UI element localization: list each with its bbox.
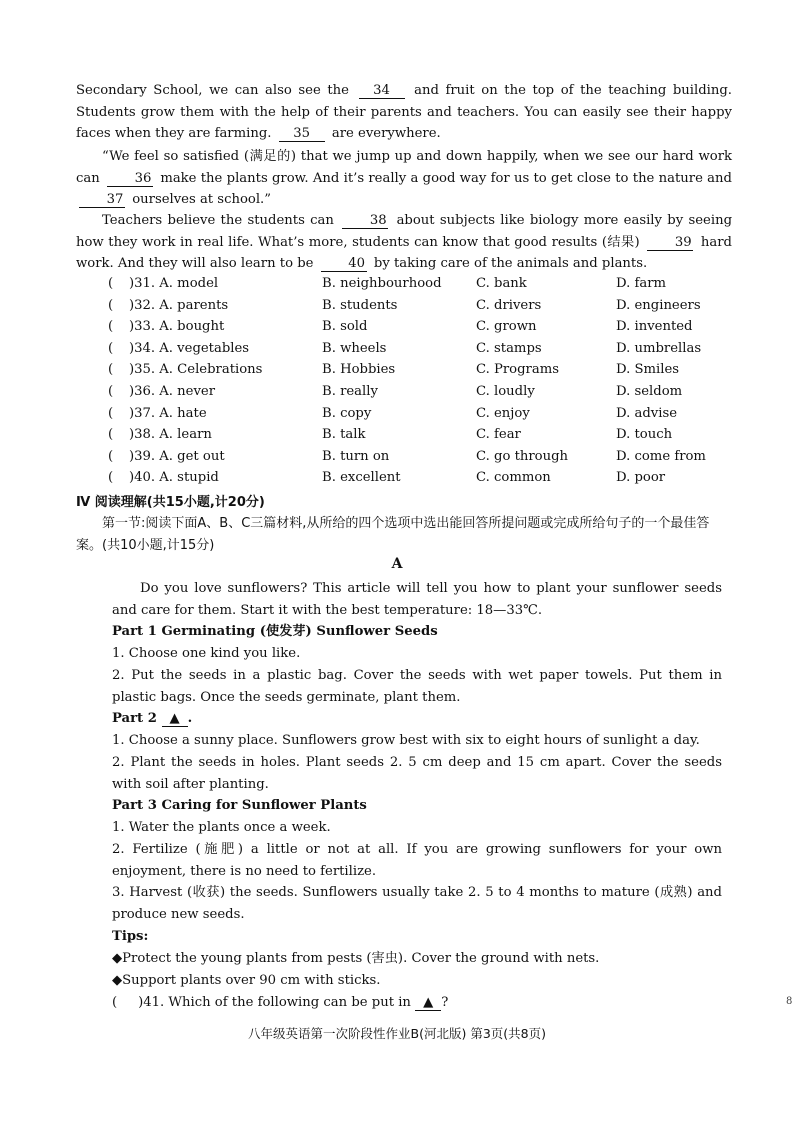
option-c: C. grown bbox=[476, 319, 537, 335]
option-d: D. advise bbox=[616, 405, 678, 421]
question-41: ( )41. Which of the following can be put in ▲ ? bbox=[112, 995, 449, 1010]
option-row-36 bbox=[108, 384, 748, 406]
option-d: D. touch bbox=[616, 427, 673, 443]
part3-heading: Part 3 Caring for Sunflower Plants bbox=[112, 798, 367, 813]
part1-heading: Part 1 Germinating (使发芽) Sunflower Seeds bbox=[112, 624, 438, 639]
text: by taking care of the animals and plants. bbox=[373, 256, 648, 271]
question-number: ( )39. A. get out bbox=[108, 448, 225, 464]
page-footer: 八年级英语第一次阶段性作业B(河北版) 第3页(共8页) bbox=[248, 1026, 546, 1041]
part2-step1: 1. Choose a sunny place. Sunflowers grow best with six to eight hours of sunlight a day. bbox=[112, 733, 700, 748]
option-d: D. come from bbox=[616, 448, 706, 464]
question-number: ( )36. A. never bbox=[108, 383, 216, 399]
option-row-39 bbox=[108, 449, 748, 471]
option-row-40 bbox=[108, 470, 748, 492]
question-number: ( )35. A. Celebrations bbox=[108, 362, 263, 378]
text: ourselves at school.” bbox=[132, 192, 271, 207]
option-b: B. Hobbies bbox=[322, 362, 396, 378]
part3-step2: 2. Fertilize (施肥) a little or not at all. If you are growing sunflowers for your own enjoyment, there is no need to fertilize. bbox=[112, 842, 722, 879]
option-row-37 bbox=[108, 406, 748, 428]
section-instruction: 第一节:阅读下面A、B、C三篇材料,从所给的四个选项中选出能回答所提问题或完成所给句子的一个最佳答案。(共10小题,计15分) bbox=[76, 516, 710, 553]
text: about subjects like biology more easily by seeing how they work in real life. What’s more, students can know that good results (结果) bbox=[76, 213, 733, 250]
option-row-35 bbox=[108, 362, 748, 384]
option-b: B. sold bbox=[322, 319, 368, 335]
option-c: C. enjoy bbox=[476, 405, 530, 421]
question-number: ( )31. A. model bbox=[108, 276, 219, 291]
option-row-33 bbox=[108, 319, 748, 341]
option-d: D. seldom bbox=[616, 383, 683, 399]
option-b: B. turn on bbox=[322, 448, 390, 464]
option-b: B. really bbox=[322, 383, 378, 399]
blank-39: 39 bbox=[647, 235, 693, 251]
text: “We feel so satisfied (满足的) that we jump up and down happily, when we see our hard work can bbox=[76, 149, 732, 186]
tip-2: ◆Support plants over 90 cm with sticks. bbox=[112, 973, 381, 988]
option-row-34 bbox=[108, 341, 748, 363]
option-b: B. copy bbox=[322, 405, 372, 421]
option-d: D. poor bbox=[616, 470, 666, 486]
option-row-38 bbox=[108, 427, 748, 449]
part1-step1: 1. Choose one kind you like. bbox=[112, 646, 301, 661]
article-intro: Do you love sunflowers? This article will tell you how to plant your sunflower seeds and care for them. Start it with the best temperature: 18—33℃. bbox=[112, 581, 722, 618]
blank-35: 35 bbox=[279, 126, 325, 142]
part3-step3: 3. Harvest (收获) the seeds. Sunflowers usually take 2. 5 to 4 months to mature (成熟) and produce new seeds. bbox=[112, 885, 722, 922]
blank-triangle: ▲ bbox=[415, 996, 441, 1011]
part2-heading: Part 2 ▲ . bbox=[112, 711, 193, 726]
option-c: C. loudly bbox=[476, 383, 535, 399]
blank-38: 38 bbox=[342, 213, 388, 229]
blank-40: 40 bbox=[321, 256, 367, 272]
tips-heading: Tips: bbox=[112, 929, 149, 944]
option-row-31 bbox=[108, 276, 748, 298]
tip-1: ◆Protect the young plants from pests (害虫). Cover the ground with nets. bbox=[112, 951, 600, 966]
option-d: D. invented bbox=[616, 319, 693, 335]
option-c: C. Programs bbox=[476, 362, 560, 378]
question-number: ( )38. A. learn bbox=[108, 427, 212, 443]
option-d: D. farm bbox=[616, 276, 667, 291]
part2-step2: 2. Plant the seeds in holes. Plant seeds 2. 5 cm deep and 15 cm apart. Cover the seeds with soil after planting. bbox=[112, 755, 722, 792]
cloze-paragraph-3 bbox=[76, 210, 732, 275]
option-b: B. talk bbox=[322, 427, 366, 443]
blank-34: 34 bbox=[359, 83, 405, 99]
option-c: C. go through bbox=[476, 448, 569, 464]
text: Secondary School, we can also see the bbox=[76, 83, 349, 98]
option-row-32 bbox=[108, 298, 748, 320]
cloze-options bbox=[108, 276, 748, 492]
cloze-paragraph-2 bbox=[76, 146, 732, 211]
blank-36: 36 bbox=[107, 171, 153, 187]
blank-triangle: ▲ bbox=[162, 712, 188, 727]
option-b: B. wheels bbox=[322, 340, 387, 356]
question-number: ( )37. A. hate bbox=[108, 405, 207, 421]
option-b: B. students bbox=[322, 297, 398, 313]
option-d: D. engineers bbox=[616, 297, 701, 313]
option-c: C. stamps bbox=[476, 340, 542, 356]
text: make the plants grow. And it’s really a good way for us to get close to the nature and bbox=[160, 170, 732, 186]
option-d: D. umbrellas bbox=[616, 340, 702, 356]
passage-letter: A bbox=[391, 556, 403, 572]
edge-mark: 8 bbox=[786, 996, 793, 1007]
question-number: ( )33. A. bought bbox=[108, 319, 225, 335]
option-c: C. drivers bbox=[476, 297, 542, 313]
option-b: B. excellent bbox=[322, 470, 401, 486]
option-c: C. fear bbox=[476, 427, 521, 443]
part1-step2: 2. Put the seeds in a plastic bag. Cover the seeds with wet paper towels. Put them in plastic bags. Once the seeds germinate, plant them. bbox=[112, 668, 722, 705]
option-c: C. common bbox=[476, 470, 551, 486]
section-title: Ⅳ 阅读理解(共15小题,计20分) bbox=[76, 495, 265, 510]
text: are everywhere. bbox=[331, 126, 441, 141]
question-number: ( )34. A. vegetables bbox=[108, 340, 250, 356]
text: hard work. And they will also learn to be bbox=[76, 234, 732, 271]
part3-step1: 1. Water the plants once a week. bbox=[112, 820, 331, 835]
blank-37: 37 bbox=[79, 192, 125, 208]
option-c: C. bank bbox=[476, 276, 527, 291]
option-b: B. neighbourhood bbox=[322, 276, 442, 291]
cloze-paragraph-1 bbox=[76, 80, 732, 145]
question-number: ( )40. A. stupid bbox=[108, 470, 219, 486]
question-number: ( )32. A. parents bbox=[108, 297, 229, 313]
text: and fruit on the top of the teaching building. Students grow them with the help of their parents and teachers. You can easily see their happy faces when they are farming. bbox=[76, 83, 732, 141]
text: Teachers believe the students can bbox=[102, 213, 334, 228]
option-d: D. Smiles bbox=[616, 362, 680, 378]
